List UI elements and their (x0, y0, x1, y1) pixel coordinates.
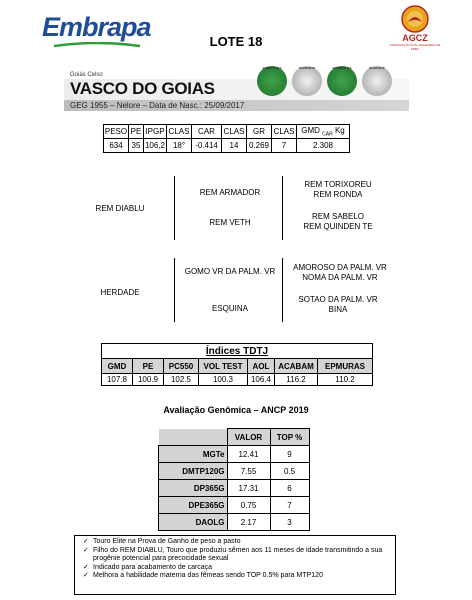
car-subscript: CAR (322, 131, 333, 138)
lote-title: LOTE 18 (209, 34, 263, 49)
animal-name: VASCO DO GOIAS (70, 79, 215, 98)
breeder-name: Goiás Celso (70, 72, 103, 78)
tdtj-col-aol: AOL (248, 359, 275, 374)
genomic-row (159, 463, 310, 480)
agcz-subtitle: ASSOCIAÇÃO DOS CRIADORES DE ZEBU (389, 43, 441, 51)
pedigree-dam-dam-sire: SOTAO DA PALM. VR (298, 295, 378, 304)
check-icon: ✓ (83, 546, 89, 554)
badge-diamante-2 (362, 66, 392, 96)
tdtj-table (101, 343, 373, 386)
note-item (83, 538, 392, 547)
check-icon: ✓ (83, 538, 89, 545)
tdtj-val-aol: 106.4 (248, 374, 275, 386)
genomic-top: 6 (270, 480, 309, 497)
pedigree-sire-sire-sire: REM TORIXOREU (304, 180, 372, 189)
kg-label: Kg (334, 125, 345, 135)
genomic-col-top: TOP % (270, 429, 309, 446)
val-clas-1: 18° (167, 139, 192, 153)
pedigree-dam-sire-sire: AMOROSO DA PALM. VR (293, 263, 387, 272)
note-item (83, 564, 392, 573)
tdtj-col-vol-test: VOL TEST (199, 359, 248, 374)
genomic-table (158, 428, 310, 531)
genomic-label: MGTe (159, 446, 228, 463)
genomic-header-row (159, 429, 310, 446)
val-gr: 0.269 (247, 139, 272, 153)
pedigree-dam-dam: ESQUINA (211, 304, 248, 313)
animal-info: GEG 1955 – Nelore – Data de Nasc.: 25/09/2017 (70, 101, 245, 110)
val-car: -0.414 (192, 139, 222, 153)
note-item (83, 547, 392, 564)
genomic-corner (159, 429, 228, 446)
tdtj-col-pe: PE (133, 359, 164, 374)
tdtj-val-gmd: 107.8 (102, 374, 133, 386)
col-clas-2: CLAS (222, 125, 247, 139)
col-gr: GR (247, 125, 272, 139)
genomic-top: 0.5 (270, 463, 309, 480)
tdtj-col-pc550: PC550 (164, 359, 199, 374)
tdtj-title-row (102, 344, 373, 359)
genomic-row (159, 497, 310, 514)
note-text: Filho do REM DIABLU, Touro que produziu sêmen aos 11 meses de idade transmitindo a sua progênie potencial para precocidade sexual (93, 546, 383, 562)
col-peso: PESO (104, 125, 129, 139)
tdtj-val-acabam: 116.2 (275, 374, 318, 386)
pedigree-line-dam (174, 258, 175, 322)
check-icon: ✓ (83, 563, 89, 571)
genomic-top: 3 (270, 514, 309, 531)
genomic-valor: 2.17 (227, 514, 270, 531)
val-gmd-car: 2.308 (297, 139, 350, 153)
pedigree-line-sire-gen3 (282, 176, 283, 240)
notes-box (74, 535, 396, 595)
tdtj-val-pe: 100.9 (133, 374, 164, 386)
tdtj-col-acabam: ACABAM (275, 359, 318, 374)
col-gmd-car (297, 125, 350, 139)
genomic-valor: 7.55 (227, 463, 270, 480)
val-ipgp: 106,2 (144, 139, 167, 153)
pedigree-dam-sire: GOMO VR DA PALM. VR (184, 267, 276, 276)
note-text: Melhora a habilidade materna das fêmeas sendo TOP 0.5% para MTP120 (93, 572, 323, 579)
badge-diamante-1 (292, 66, 322, 96)
genomic-col-valor: VALOR (227, 429, 270, 446)
genomic-label: DP365G (159, 480, 228, 497)
tdtj-col-epmuras: EPMURAS (318, 359, 373, 374)
badge-esmeralda-1 (257, 66, 287, 96)
tdtj-val-vol-test: 100.3 (199, 374, 248, 386)
note-text: Touro Elite na Prova de Ganho de peso a pasto (93, 538, 241, 545)
genomic-top: 9 (270, 446, 309, 463)
val-pe: 35 (129, 139, 144, 153)
badge-esmeralda-2 (327, 66, 357, 96)
val-clas-2: 14 (222, 139, 247, 153)
tdtj-header-row (102, 359, 373, 374)
genomic-valor: 0.75 (227, 497, 270, 514)
genomic-valor: 17.31 (227, 480, 270, 497)
tdtj-value-row (102, 374, 373, 386)
tdtj-val-epmuras: 110.2 (318, 374, 373, 386)
val-peso: 634 (104, 139, 129, 153)
tdtj-col-gmd: GMD (102, 359, 133, 374)
performance-value-row (104, 139, 350, 153)
pedigree-sire-dam-sire: REM SABELO (311, 212, 364, 221)
genomic-title: Avaliação Genômica – ANCP 2019 (163, 405, 309, 415)
badge-label: ESMERALDA (332, 66, 352, 70)
performance-header-row (104, 125, 350, 139)
note-item (83, 572, 392, 581)
pedigree-sire: REM DIABLU (95, 204, 145, 213)
val-clas-3: 7 (272, 139, 297, 153)
genomic-label: DPE365G (159, 497, 228, 514)
badge-label: ESMERALDA (262, 66, 282, 70)
agcz-text: AGCZ (402, 33, 428, 43)
pedigree-dam-dam-dam: BINA (328, 305, 348, 314)
genomic-top: 7 (270, 497, 309, 514)
genomic-label: DAOLG (159, 514, 228, 531)
note-text: Indicado para acabamento de carcaça (93, 563, 213, 571)
pedigree-line-sire (174, 176, 175, 240)
badge-label: DIAMANTE (369, 66, 385, 70)
pedigree-sire-dam: REM VETH (209, 218, 251, 227)
pedigree-sire-sire: REM ARMADOR (199, 188, 261, 197)
genomic-row (159, 514, 310, 531)
pedigree-dam: HERDADE (100, 288, 140, 297)
tdtj-title: Índices TDTJ (102, 344, 373, 359)
col-car: CAR (192, 125, 222, 139)
col-ipgp: IPGP (144, 125, 167, 139)
genomic-row (159, 480, 310, 497)
pedigree-sire-sire-dam: REM RONDA (313, 190, 363, 199)
genomic-row (159, 446, 310, 463)
agcz-emblem-icon (392, 4, 438, 34)
pedigree-dam-sire-dam: NOMA DA PALM. VR (302, 273, 378, 282)
agcz-logo (389, 4, 441, 52)
col-clas-1: CLAS (167, 125, 192, 139)
col-pe: PE (129, 125, 144, 139)
tdtj-val-pc550: 102.5 (164, 374, 199, 386)
performance-table (103, 124, 350, 153)
gmd-label: GMD (301, 125, 320, 135)
genomic-label: DMTP120G (159, 463, 228, 480)
genomic-valor: 12.41 (227, 446, 270, 463)
pedigree-sire-dam-dam: REM QUINDEN TE (303, 222, 373, 231)
badge-label: DIAMANTE (299, 66, 315, 70)
embrapa-logo-text: Embrapa (42, 12, 151, 42)
check-icon: ✓ (83, 572, 89, 579)
col-clas-3: CLAS (272, 125, 297, 139)
